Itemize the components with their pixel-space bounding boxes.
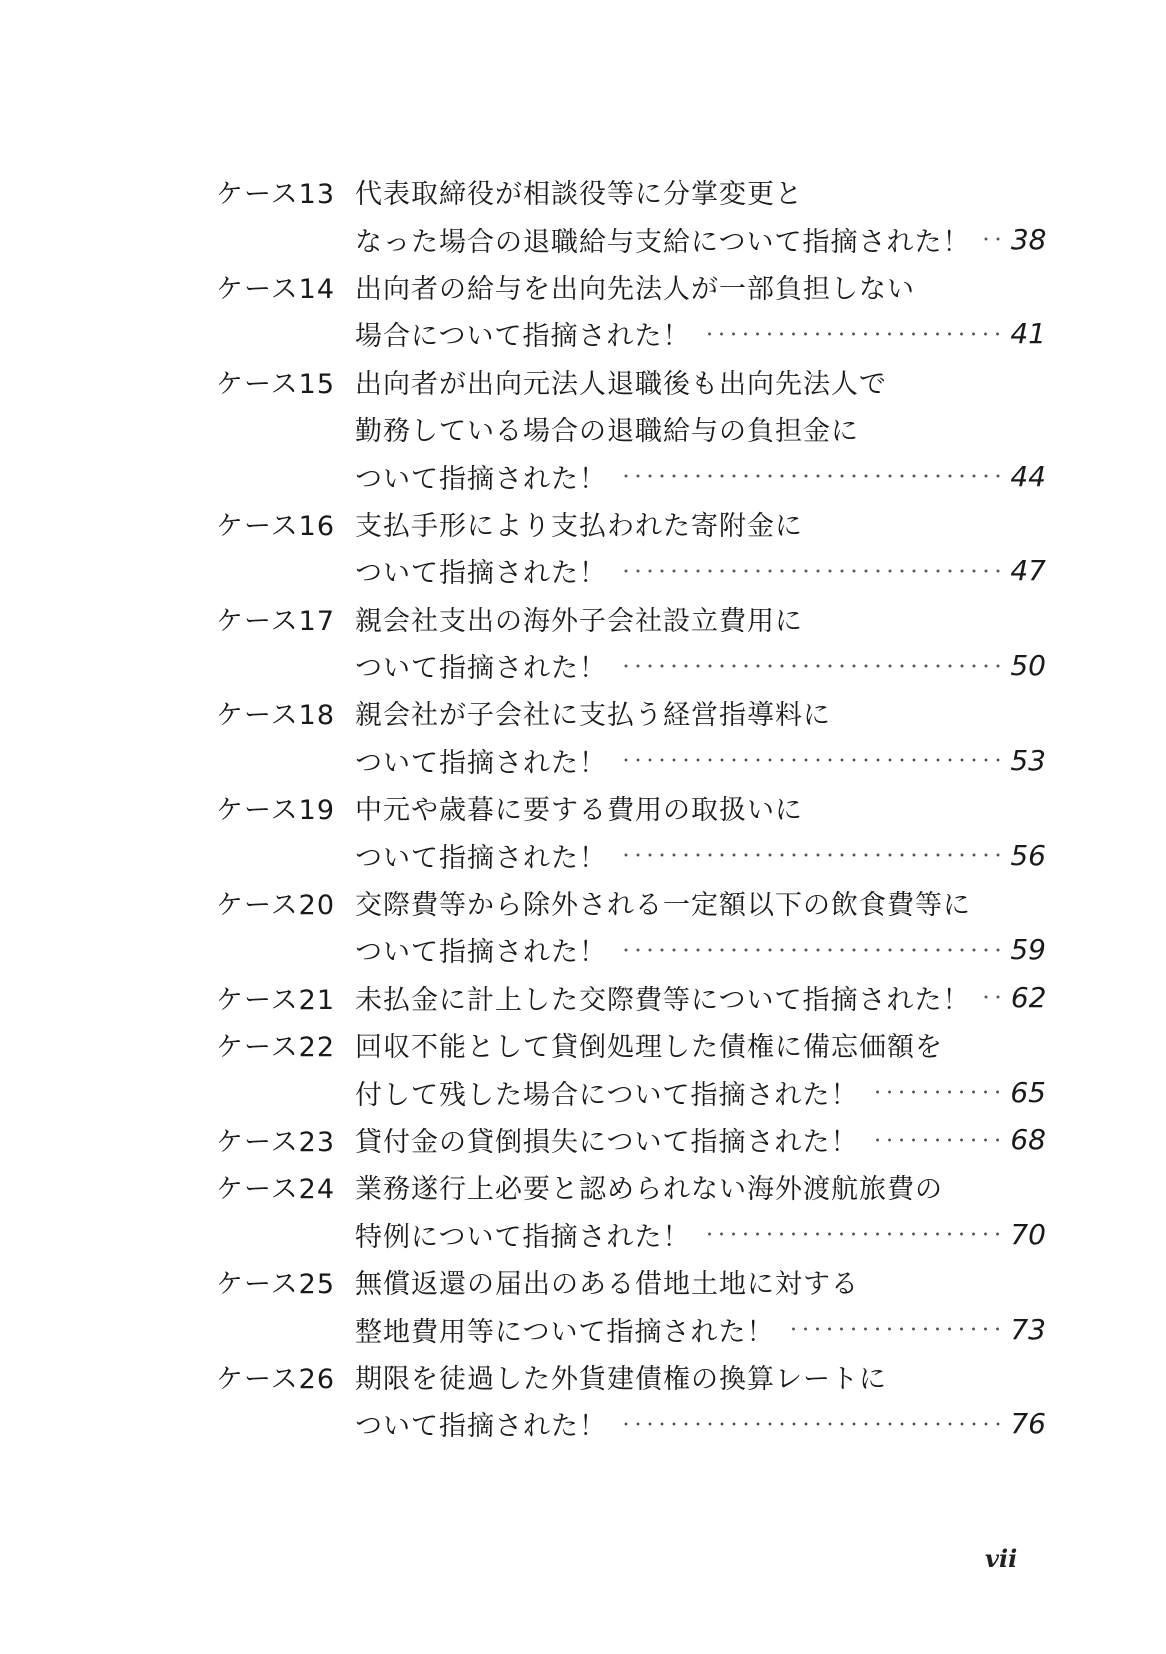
- entry-title: ついて指摘された！: [355, 842, 607, 874]
- case-number: ケース18: [216, 700, 336, 732]
- case-number: ケース15: [216, 368, 336, 400]
- toc-entry-line: [216, 1211, 1046, 1258]
- entry-title: 交際費等から除外される一定額以下の飲食費等に: [355, 890, 971, 922]
- dot-leader: [621, 568, 1004, 574]
- toc-entry[interactable]: [216, 1258, 1046, 1353]
- page-number: 56: [1010, 838, 1046, 872]
- entry-title: ついて指摘された！: [355, 558, 607, 590]
- entry-title: 場合について指摘された！: [355, 321, 691, 353]
- entry-title: ついて指摘された！: [355, 747, 607, 779]
- entry-title: 親会社が子会社に支払う経営指導料に: [355, 700, 831, 732]
- page-number: 47: [1010, 554, 1046, 588]
- page-number: 53: [1010, 743, 1046, 777]
- case-number: ケース26: [216, 1363, 336, 1395]
- entry-title: なった場合の退職給与支給について指摘された！: [355, 226, 971, 258]
- page-number: 76: [1010, 1407, 1046, 1441]
- dot-leader: [621, 757, 1004, 763]
- toc-entry-line: [216, 831, 1046, 878]
- entry-title: 出向者が出向元法人退職後も出向先法人で: [355, 368, 887, 400]
- toc-entry[interactable]: [216, 974, 1046, 1021]
- table-of-contents: [216, 168, 1046, 1448]
- entry-title: ついて指摘された！: [355, 463, 607, 495]
- case-number: ケース16: [216, 510, 336, 542]
- entry-title: 無償返還の届出のある借地土地に対する: [355, 1269, 859, 1301]
- page-number: 68: [1010, 1123, 1046, 1156]
- toc-entry-line: [216, 1258, 1046, 1305]
- toc-entry-line: [216, 1163, 1046, 1210]
- case-number: ケース21: [216, 984, 336, 1016]
- toc-entry-line: [216, 500, 1046, 547]
- dot-leader: [984, 236, 1004, 242]
- toc-entry[interactable]: [216, 263, 1046, 358]
- toc-entry[interactable]: [216, 595, 1046, 690]
- toc-entry-line: [216, 263, 1046, 310]
- entry-title: 業務遂行上必要と認められない海外渡航旅費の: [355, 1174, 943, 1206]
- toc-entry-line: [216, 974, 1046, 1021]
- case-number: ケース23: [216, 1127, 336, 1158]
- toc-entry[interactable]: [216, 689, 1046, 784]
- entry-title: 親会社支出の海外子会社設立費用に: [355, 605, 803, 637]
- toc-entry-line: [216, 1021, 1046, 1068]
- case-number: ケース14: [216, 273, 336, 305]
- toc-entry-line: [216, 1400, 1046, 1447]
- page-number: 70: [1010, 1217, 1046, 1251]
- toc-entry[interactable]: [216, 1163, 1046, 1258]
- toc-entry-line: [216, 926, 1046, 973]
- dot-leader: [984, 994, 1004, 1000]
- toc-entry[interactable]: [216, 1116, 1046, 1163]
- toc-entry[interactable]: [216, 168, 1046, 263]
- page-number: 38: [1010, 222, 1047, 256]
- entry-title: 特例について指摘された！: [355, 1221, 691, 1253]
- entry-title: 出向者の給与を出向先法人が一部負担しない: [355, 273, 915, 305]
- toc-entry-line: [216, 1068, 1046, 1115]
- dot-leader: [788, 1326, 1004, 1332]
- case-number: ケース25: [216, 1269, 336, 1301]
- toc-entry-line: [216, 737, 1046, 784]
- toc-entry[interactable]: [216, 879, 1046, 974]
- entry-title: 中元や歳暮に要する費用の取扱いに: [355, 795, 803, 827]
- dot-leader: [704, 331, 1004, 337]
- entry-title: 期限を徒過した外貨建債権の換算レートに: [355, 1363, 887, 1395]
- toc-entry[interactable]: [216, 1021, 1046, 1116]
- toc-entry-line: [216, 405, 1046, 452]
- dot-leader: [621, 663, 1004, 669]
- toc-entry-line: [216, 1353, 1046, 1400]
- case-number: ケース19: [216, 795, 336, 827]
- toc-entry[interactable]: [216, 784, 1046, 879]
- entry-title: ついて指摘された！: [355, 1411, 607, 1443]
- entry-title: 貸付金の貸倒損失について指摘された！: [355, 1127, 859, 1158]
- page-number: 41: [1010, 317, 1046, 351]
- toc-entry-line: [216, 642, 1046, 689]
- toc-entry-line: [216, 168, 1046, 215]
- case-number: ケース13: [216, 179, 336, 211]
- toc-entry-line: [216, 452, 1046, 499]
- toc-entry-line: [216, 689, 1046, 736]
- page-number: 65: [1010, 1075, 1046, 1109]
- dot-leader: [704, 1231, 1004, 1237]
- toc-entry-line: [216, 595, 1046, 642]
- dot-leader: [872, 1089, 1004, 1095]
- page-number: 59: [1010, 933, 1046, 967]
- toc-entry[interactable]: [216, 500, 1046, 595]
- page-number: 73: [1010, 1312, 1046, 1346]
- entry-title: 支払手形により支払われた寄附金に: [355, 510, 803, 542]
- case-number: ケース24: [216, 1174, 336, 1206]
- toc-entry-line: [216, 358, 1046, 405]
- dot-leader: [621, 852, 1004, 858]
- toc-entry-line: [216, 1116, 1046, 1163]
- page-number: 62: [1010, 980, 1047, 1014]
- entry-title: 代表取締役が相談役等に分掌変更と: [355, 179, 803, 211]
- case-number: ケース20: [216, 890, 336, 922]
- entry-title: ついて指摘された！: [355, 653, 607, 685]
- page-number: 44: [1010, 459, 1046, 493]
- entry-title: 勤務している場合の退職給与の負担金に: [355, 416, 859, 448]
- toc-entry-line: [216, 1305, 1046, 1352]
- dot-leader: [872, 1137, 1004, 1143]
- toc-entry[interactable]: [216, 358, 1046, 500]
- toc-entry-line: [216, 310, 1046, 357]
- page-number: 50: [1010, 649, 1046, 683]
- entry-title: 回収不能として貸倒処理した債権に備忘価額を: [355, 1032, 943, 1064]
- entry-title: 整地費用等について指摘された！: [355, 1316, 775, 1348]
- toc-entry[interactable]: [216, 1353, 1046, 1448]
- dot-leader: [621, 473, 1004, 479]
- dot-leader: [621, 947, 1004, 953]
- entry-title: ついて指摘された！: [355, 937, 607, 969]
- case-number: ケース17: [216, 605, 336, 637]
- entry-title: 未払金に計上した交際費等について指摘された！: [355, 984, 971, 1016]
- toc-entry-line: [216, 784, 1046, 831]
- entry-title: 付して残した場合について指摘された！: [355, 1079, 859, 1111]
- case-number: ケース22: [216, 1032, 336, 1064]
- toc-entry-line: [216, 547, 1046, 594]
- toc-entry-line: [216, 215, 1046, 262]
- page-folio: vii: [985, 1544, 1018, 1573]
- dot-leader: [621, 1421, 1004, 1427]
- toc-entry-line: [216, 879, 1046, 926]
